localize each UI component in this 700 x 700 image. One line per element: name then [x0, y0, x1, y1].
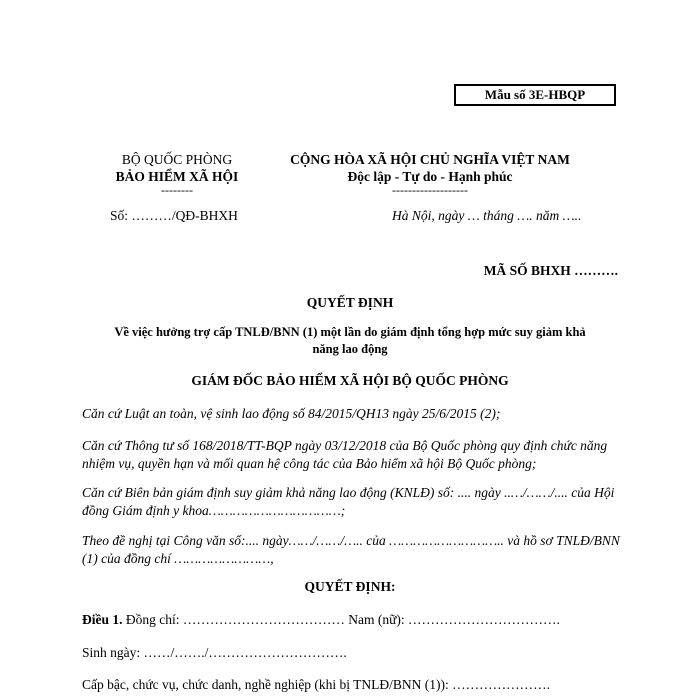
legal-basis-2: Căn cứ Thông tư số 168/2018/TT-BQP ngày 03/12/2018 của Bộ Quốc phòng quy định chức năng nhiệm vụ, quyền hạn và mối quan hệ công tác của Bảo hiểm xã hội Bộ Quốc phòng; [82, 438, 608, 471]
document-title: QUYẾT ĐỊNH [306, 295, 394, 310]
form-code-box [454, 84, 616, 106]
legal-basis-1: Căn cứ Luật an toàn, vệ sinh lao động số 84/2015/QH13 ngày 25/6/2015 (2); [82, 406, 501, 421]
date-line: Hà Nội, ngày … tháng …. năm ….. [392, 208, 582, 223]
insurance-code: MÃ SỐ BHXH ………. [483, 263, 618, 278]
ministry-name: BỘ QUỐC PHÒNG [121, 152, 233, 167]
decision-number: Số: ………/QĐ-BHXH [110, 208, 238, 223]
national-motto: Độc lập - Tự do - Hạnh phúc [347, 169, 513, 184]
legal-basis-3: Căn cứ Biên bản giám định suy giảm khả năng lao động (KNLĐ) số: .... ngày ..…/……/.... của Hội đồng Giám định y khoa……………………………; [82, 485, 615, 518]
birth-date-line: Sinh ngày: ……/……./…………………………. [82, 645, 347, 660]
legal-basis-4: Theo đề nghị tại Công văn số:.... ngày……/……/….. của ……………………….. và hồ sơ TNLĐ/BNN (1) của đồng chí ……………………, [82, 533, 620, 566]
form-code: Mẫu số 3E-HBQP [484, 87, 586, 102]
agency-name: BẢO HIỂM XÃ HỘI [115, 169, 239, 184]
decision-heading: QUYẾT ĐỊNH: [304, 579, 396, 594]
issuing-authority: GIÁM ĐỐC BẢO HIỂM XÃ HỘI BỘ QUỐC PHÒNG [191, 373, 509, 388]
left-divider: -------- [161, 183, 193, 197]
nation-name: CỘNG HÒA XÃ HỘI CHỦ NGHĨA VIỆT NAM [290, 152, 570, 167]
rank-line: Cấp bậc, chức vụ, chức danh, nghề nghiệp (khi bị TNLĐ/BNN (1)): …………………. [82, 677, 551, 692]
article-1 [82, 612, 560, 628]
subject-line-2: năng lao động [312, 342, 388, 356]
right-divider: ------------------- [392, 183, 468, 197]
article-1-label: Điều 1. [82, 612, 123, 627]
article-1-text: Đồng chí: ……………………………… Nam (nữ): ……………………………. [122, 612, 560, 627]
subject-line-1: Về việc hưởng trợ cấp TNLĐ/BNN (1) một lần do giám định tổng hợp mức suy giảm khả [114, 325, 586, 339]
